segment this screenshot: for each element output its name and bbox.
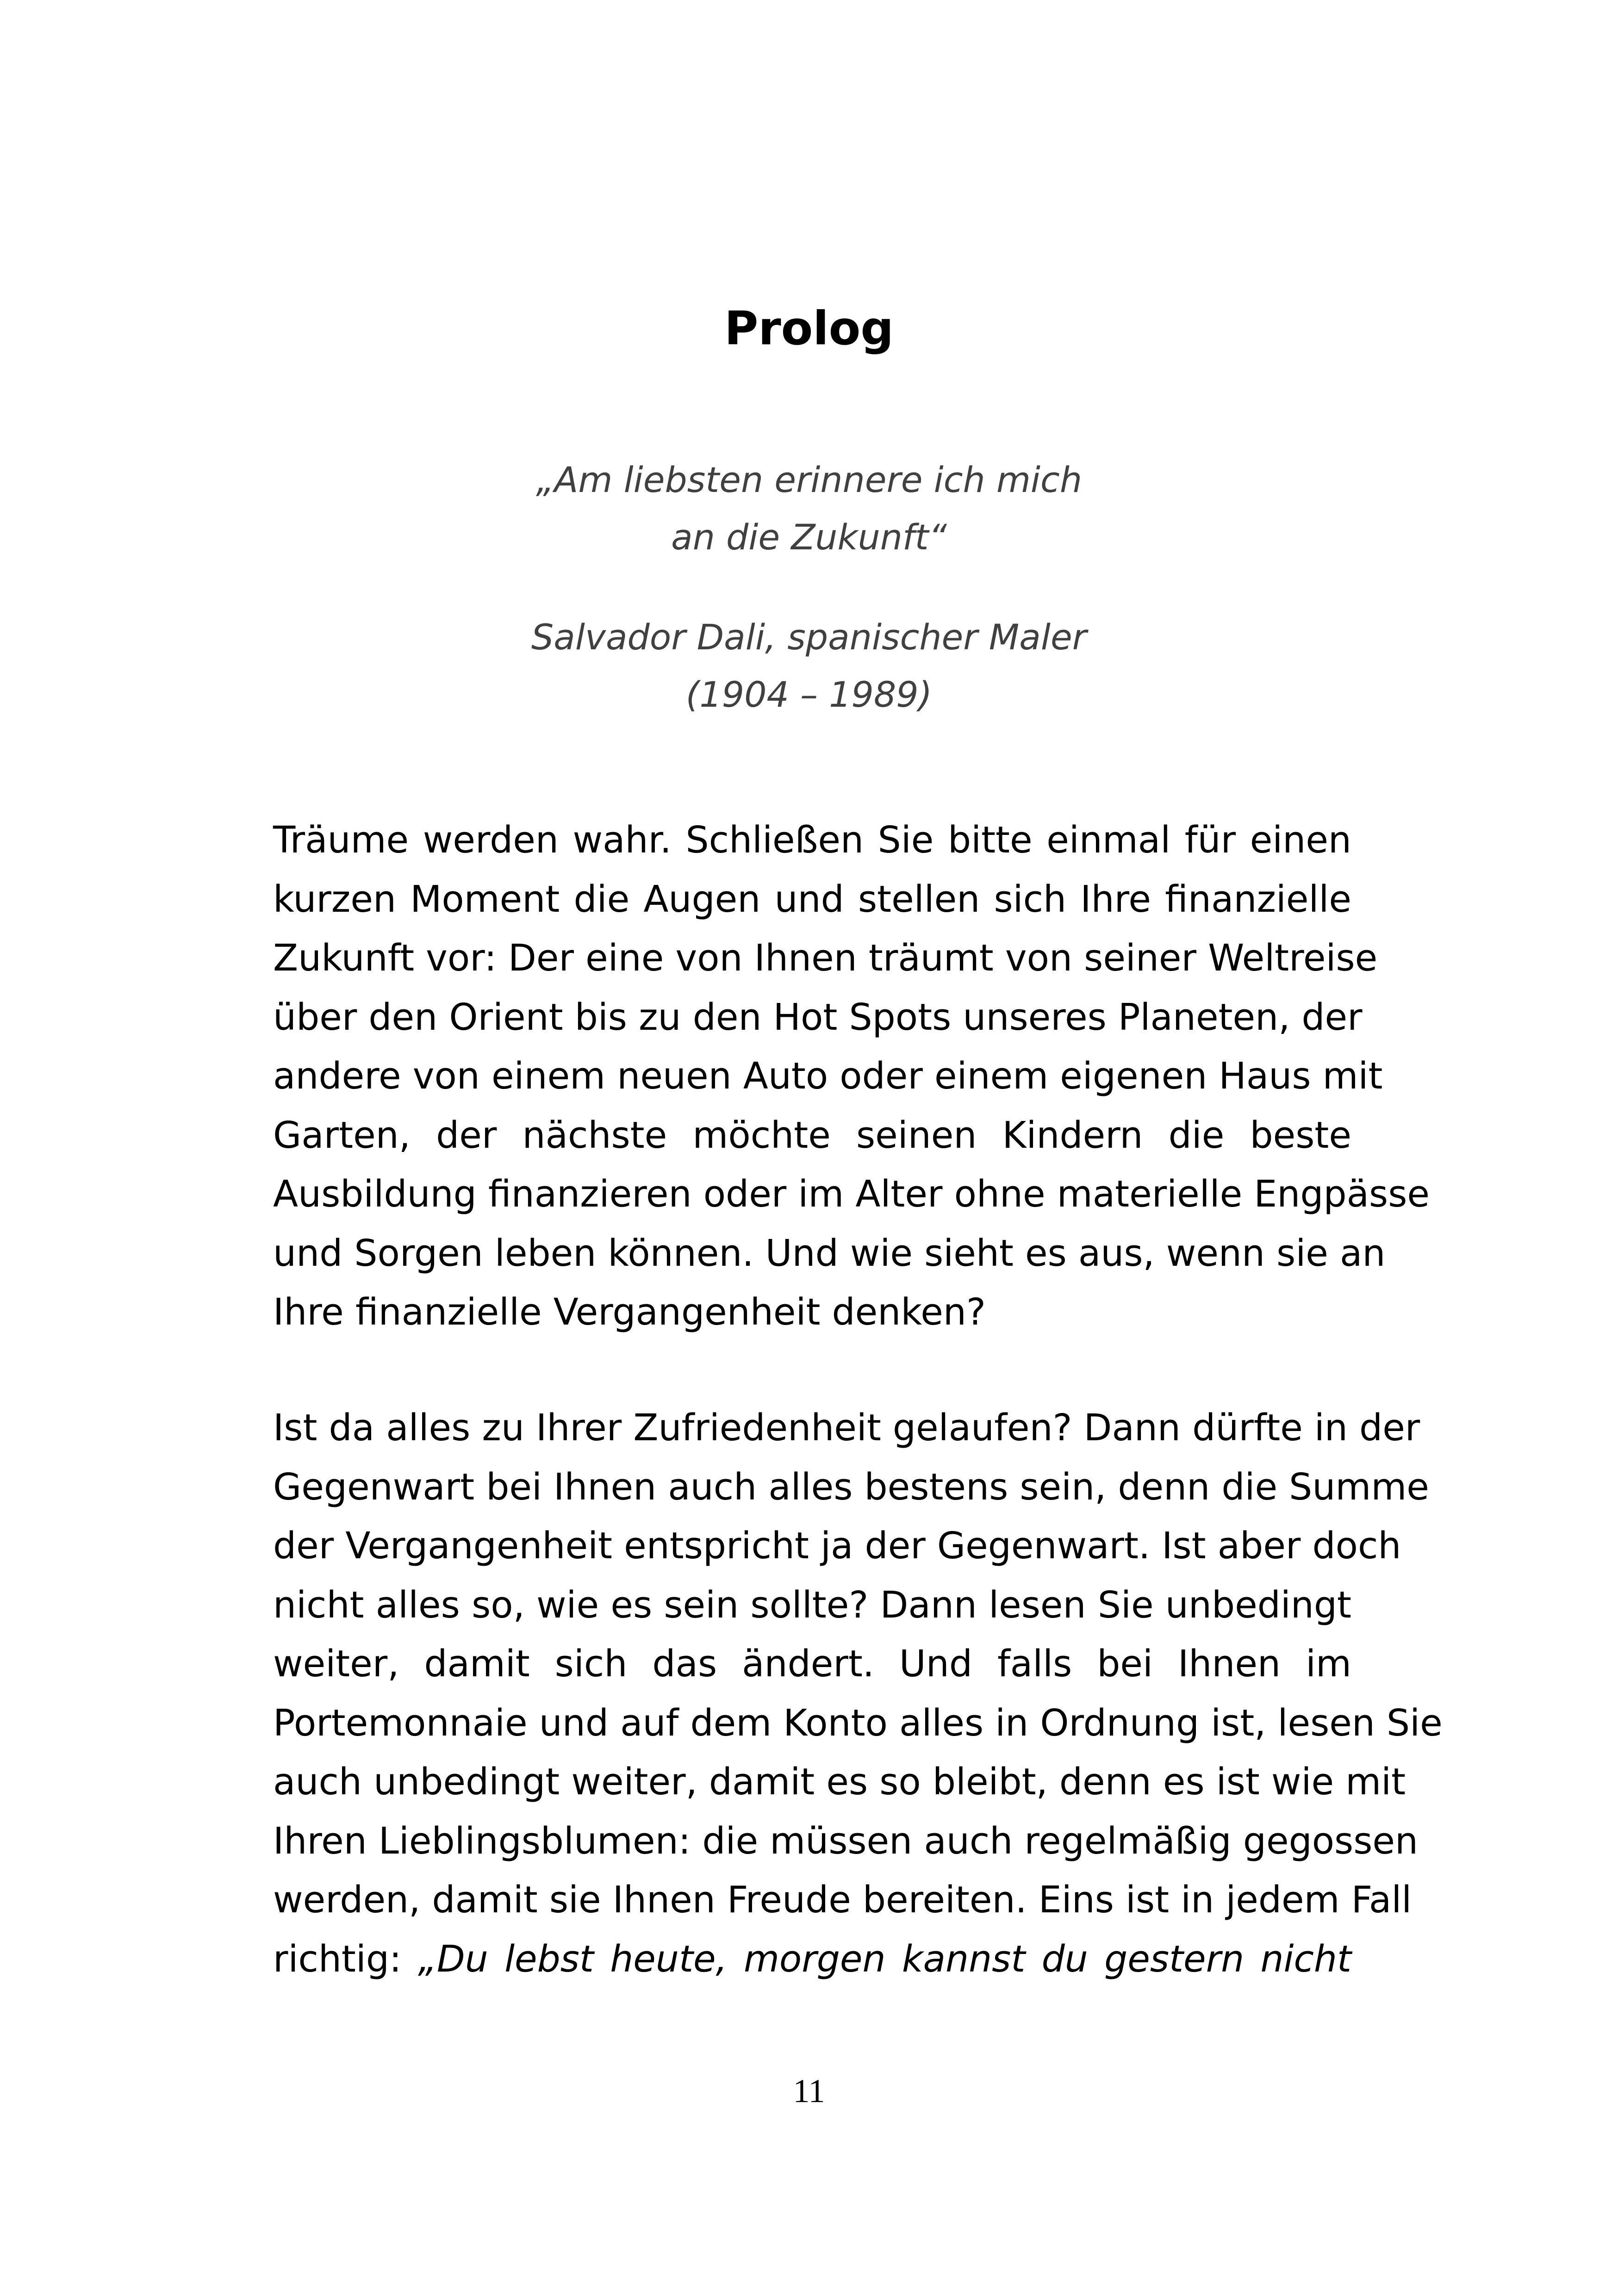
text-line: Portemonnaie und auf dem Konto alles in Ordnung ist, lesen Sie [273, 1701, 1443, 1744]
epigraph-quote-line: an die Zukunft“ [671, 516, 947, 558]
paragraph-2 [273, 1399, 1443, 1989]
text-line: und Sorgen leben können. Und wie sieht es aus, wenn sie an [273, 1232, 1386, 1275]
text-line: weiter, damit sich das ändert. Und falls bei Ihnen im [273, 1643, 1351, 1685]
page-number: 11 [793, 2072, 825, 2109]
epigraph-attribution-line: (1904 – 1989) [685, 674, 933, 715]
text-line: auch unbedingt weiter, damit es so bleibt, denn es ist wie mit [273, 1761, 1406, 1803]
text-line: über den Orient bis zu den Hot Spots unseres Planeten, der [273, 996, 1363, 1039]
text-line: der Vergangenheit entspricht ja der Gegenwart. Ist aber doch [273, 1524, 1401, 1567]
text-line: Träume werden wahr. Schließen Sie bitte einmal für einen [273, 819, 1351, 861]
chapter-title: Prolog [724, 301, 894, 355]
final-line-lead: richtig: [273, 1937, 402, 1980]
epigraph-quote-line: „Am liebsten erinnere ich mich [536, 459, 1082, 500]
text-line: Gegenwart bei Ihnen auch alles bestens sein, denn die Summe [273, 1465, 1429, 1508]
text-line: Garten, der nächste möchte seinen Kindern die beste [273, 1114, 1351, 1157]
text-line: Ausbildung finanzieren oder im Alter ohne materielle Engpässe [273, 1173, 1430, 1215]
text-line: Ist da alles zu Ihrer Zufriedenheit gelaufen? Dann dürfte in der [273, 1406, 1420, 1449]
epigraph-attribution-line: Salvador Dali, spanischer Maler [531, 616, 1087, 658]
epigraph-attribution [0, 609, 1618, 723]
text-line: Zukunft vor: Der eine von Ihnen träumt von seiner Weltreise [273, 937, 1378, 979]
text-line: nicht alles so, wie es sein sollte? Dann lesen Sie unbedingt [273, 1583, 1351, 1626]
final-line-quote: „Du lebst heute, morgen kannst du gestern nicht [417, 1937, 1351, 1980]
text-line: werden, damit sie Ihnen Freude bereiten. Eins ist in jedem Fall [273, 1879, 1412, 1921]
text-line: kurzen Moment die Augen und stellen sich Ihre finanzielle [273, 877, 1351, 921]
text-line: Ihre finanzielle Vergangenheit denken? [273, 1291, 986, 1333]
text-line-final [273, 1930, 1351, 1989]
text-line: Ihren Lieblingsblumen: die müssen auch regelmäßig gegossen [273, 1819, 1419, 1862]
paragraph-1 [273, 811, 1430, 1342]
epigraph-quote [0, 451, 1618, 566]
text-line: andere von einem neuen Auto oder einem eigenen Haus mit [273, 1055, 1383, 1097]
